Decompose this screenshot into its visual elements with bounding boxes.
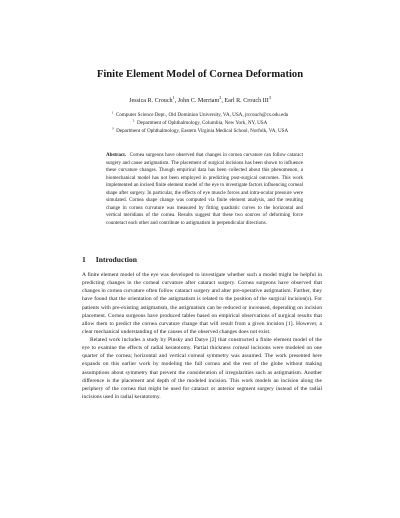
author-mark: 3 — [268, 95, 271, 100]
author — [224, 95, 271, 105]
affiliation-mark: 2 — [132, 118, 135, 123]
author-name: John C. Merriam — [177, 98, 220, 105]
affiliation — [0, 128, 400, 136]
abstract-label: Abstract. — [106, 152, 127, 158]
abstract-text: Cornea surgeons have observed that changes in cornea curvature can follow cataract surgery and cause astigmatism. The placement of surgical incisions has been shown to influence these curvature changes. Though empirical data has been collected about this phenomenon, a biomechanical model has not been employed in predicting post-surgical outcomes. This work implemented an incised finite element model of the eye to investigate factors influencing corneal shape after surgery. In particular, the effects of eye muscle forces and intra-ocular pressure were simulated. Cornea shape change was computed via finite element analysis, and the resulting change in cornea curvature was measured by fitting quadratic curves to the horizontal and vertical meridians of the cornea. Results suggest that these two sources of deforming force counteract each other and contribute to astigmatism in perpendicular directions. — [106, 152, 303, 226]
author — [129, 95, 175, 105]
paragraph: Related work includes a study by Pinsky and Datye [2] that constructed a finite element model of the eye to examine the effects of radial keratotomy. Partial thickness corneal incisions were modeled on one quarter of the cornea; horizontal and vertical corneal symmetry was assumed. The work presented here expands on this earlier work by modeling the full cornea and the rest of the globe without making assumptions about symmetry that prevent the consideration of irregularities such as astigmatism. Another difference is the placement and depth of the modeled incision. This work models an incision along the periphery of the cornea that might be used for cataract or anterior segment surgery instead of the radial incisions used in radial keratotomy. — [82, 337, 322, 400]
author-name: Earl R. Crouch III — [224, 98, 269, 105]
affiliation-mark: 1 — [111, 110, 114, 115]
author — [177, 95, 222, 105]
affiliation-mark: 3 — [111, 126, 114, 131]
affiliation-text: Computer Science Dept., Old Dominion University, VA, USA, jrcrouch@cs.odu.edu — [115, 112, 289, 118]
abstract — [106, 152, 303, 227]
body-text — [82, 271, 322, 401]
affiliation-list — [0, 112, 400, 136]
author-mark: 1 — [172, 95, 175, 100]
author-name: Jessica R. Crouch — [129, 98, 173, 105]
section-number: 1 — [82, 255, 86, 264]
author-list: Jessica R. Crouch$^1$, John C. Merriam$^2$, Earl R. Crouch III$^3$ — [129, 95, 271, 105]
section-heading — [82, 255, 322, 264]
affiliation-text: Department of Ophthalmology, Eastern Virginia Medical School, Norfolk, VA, USA — [116, 127, 289, 134]
section-title: Introduction — [95, 255, 138, 264]
paragraph: A finite element model of the eye was developed to investigate whether such a model might be helpful in predicting changes in the corneal curvature after cataract surgery. Cornea surgeons have observed that changes in cornea curvature often follow cataract surgery and alter pre-operative astigmatism. Further, they have found that the orientation of the astigmatism is related to the position of the surgical incision(s). For patients with pre-existing astigmatism, the astigmatism can be reduced or increased, depending on incision placement. Cornea surgeons have produced tables based on empirical observations of surgical results that allow them to predict the cornea curvature change that will result from a given incision [1]. However, a clear mechanical understanding of the causes of the observed changes does not exist. — [82, 272, 322, 335]
affiliation-text: Department of Ophthalmology, Columbia, New York, NY, USA — [137, 119, 268, 126]
author-mark: 2 — [219, 95, 222, 100]
paper-title: Finite Element Model of Cornea Deformation — [96, 69, 304, 80]
